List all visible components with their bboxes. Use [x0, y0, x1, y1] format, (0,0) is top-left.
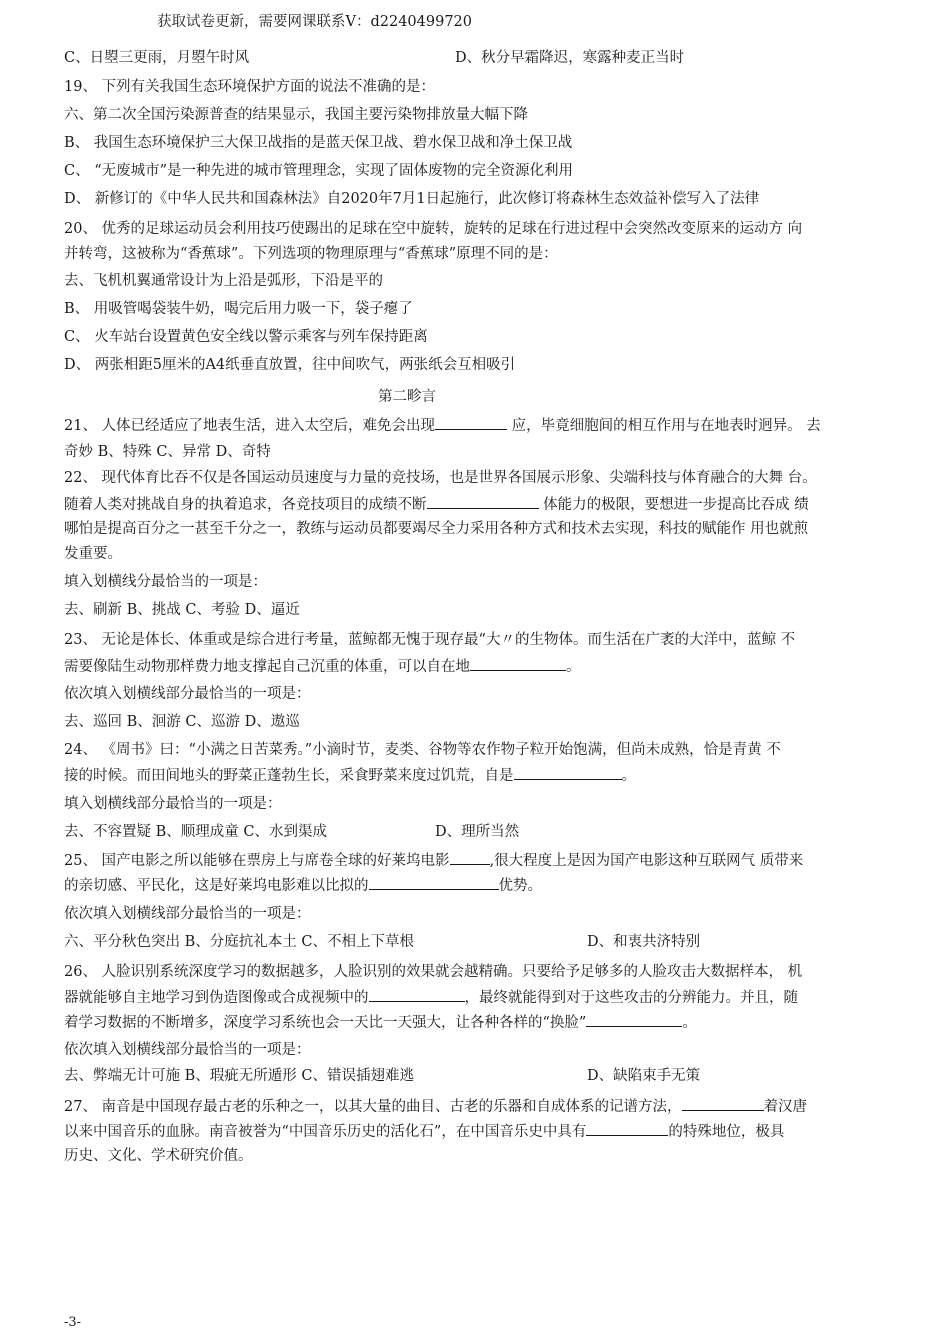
q25-option-d: D、和衷共济特别	[587, 934, 701, 950]
q27-text-after-blank2: 的特殊地位，极具	[668, 1124, 785, 1140]
section-title: 第二畛言	[378, 389, 436, 405]
q26-stem-line2	[64, 987, 798, 1008]
q26-options-abc: 去、弊端无计可施 B、瑕疵无所遁形 C、错误插翅难逃	[64, 1068, 414, 1084]
q25-text-before-blank1: 25、 国产电影之所以能够在票房上与席卷全球的好莱坞电影	[64, 853, 450, 869]
q26-text-after-blank2: 。	[682, 1015, 697, 1031]
q26-answer-blank-2	[586, 1012, 682, 1027]
q27-answer-blank-2	[586, 1121, 668, 1136]
q24-text-before-blank: 接的时候。而田间地头的野菜正蓬勃生长，采食野菜来度过饥荒，自是	[64, 768, 514, 784]
q25-options-abc: 六、平分秋色突出 B、分庭抗礼本土 C、不相上下草根	[64, 934, 414, 950]
q27-stem-line2	[64, 1121, 784, 1142]
q20-stem-line1: 20、 优秀的足球运动员会利用技巧使踢出的足球在空中旋转，旋转的足球在行进过程中会突然改变原来的运动方 向	[64, 221, 803, 237]
q27-answer-blank-1	[682, 1096, 764, 1111]
q23-stem-line1: 23、 无论是体长、体重或是综合进行考量，蓝鲸都无愧于现存最“大〃的生物体。而生活在广袤的大洋中，蓝鲸 不	[64, 632, 796, 648]
q25-stem-line1	[64, 850, 803, 871]
q26-answer-blank-1	[369, 987, 465, 1002]
q22-stem-line3: 哪怕是提高百分之一甚至千分之一，教练与运动员都要竭尽全力采用各种方式和技术去实现，科技的赋能作 用也就煎	[64, 521, 809, 537]
q26-text-after-blank1: ，最终就能得到对于这些攻击的分辨能力。并且，随	[464, 990, 798, 1006]
q20-stem-line2: 并转弯，这被称为“香蕉球”。下列选项的物理原理与“香蕉球”原理不同的是：	[64, 246, 558, 262]
q21-answer-blank	[435, 415, 507, 430]
q26-prompt: 依次填入划横线部分最恰当的一项是：	[64, 1042, 311, 1058]
q27-stem-line3: 历史、文化、学术研究价值。	[64, 1148, 253, 1164]
q25-prompt: 依次填入划横线部分最恰当的一项是：	[64, 906, 311, 922]
q19-option-c: C、 “无废城市”是一种先进的城市管理理念，实现了固体废物的完全资源化利用	[64, 163, 574, 179]
q23-prompt: 依次填入划横线部分最恰当的一项是：	[64, 686, 311, 702]
page-header: 获取试卷更新，需要网课联系V：d2240499720	[157, 14, 473, 30]
q26-text-before-blank1: 器就能够自主地学习到伪造图像或合成视频中的	[64, 990, 369, 1006]
q22-answer-blank	[427, 494, 539, 509]
q24-stem-line2	[64, 765, 636, 786]
q22-stem-line1: 22、 现代体育比吞不仅是各国运动员速度与力量的竞技场，也是世界各国展示形象、尖端科技与体育融合的大舞 台。	[64, 470, 817, 486]
q24-answer-blank	[514, 765, 622, 780]
page-number: -3-	[64, 1315, 82, 1330]
q22-options: 去、刷新 B、挑战 C、考验 D、逼近	[64, 602, 300, 618]
q24-text-after-blank: 。	[621, 768, 636, 784]
q24-option-d: D、理所当然	[435, 824, 520, 840]
q22-prompt: 填入划横线分最恰当的一项是：	[64, 574, 267, 590]
q24-stem-line1: 24、 《周书》曰：“小满之日苦菜秀。”小滴时节，麦类、谷物等农作物子粒开始饱满，但尚未成熟，恰是青黄 不	[64, 742, 781, 758]
q22-stem-line4: 发重要。	[64, 546, 122, 562]
q27-text-before-blank2: 以来中国音乐的血脉。南音被誉为“中国音乐历史的活化石”，在中国音乐史中具有	[64, 1124, 587, 1140]
q27-text-before-blank1: 27、 南音是中国现存最古老的乐种之一，以其大量的曲目、古老的乐器和自成体系的记谱方法，	[64, 1099, 682, 1115]
q23-text-before-blank: 需要像陆生动物那样费力地支撑起自己沉重的体重，可以自在地	[64, 659, 470, 675]
q23-options: 去、巡回 B、洄游 C、巡游 D、遨巡	[64, 714, 300, 730]
q26-stem-line3	[64, 1012, 697, 1033]
q18-option-c: C、日曌三更雨，月曌午时风	[64, 50, 250, 66]
q19-option-a: 六、第二次全国污染源普查的结果显示，我国主要污染物排放量大幅下降	[64, 107, 528, 123]
q21-options: 奇妙 B、特殊 C、异常 D、奇特	[64, 444, 271, 460]
q24-prompt: 填入划横线部分最恰当的一项是：	[64, 796, 282, 812]
q21-text-after-blank: 应，毕竟细胞间的相互作用与在地表时迥异。 去	[507, 418, 821, 434]
q23-answer-blank	[470, 656, 566, 671]
q26-option-d: D、缺陷束手无策	[587, 1068, 701, 1084]
q24-options-abc: 去、不容置疑 B、顺理成童 C、水到渠成	[64, 824, 327, 840]
q22-text-after-blank: 体能力的极限，要想进一步提高比吞成 绩	[538, 497, 809, 513]
q23-text-after-blank: 。	[566, 659, 581, 675]
q22-stem-line2	[64, 494, 809, 515]
q20-option-a: 去、飞机机翼通常设计为上沿是弧形，下沿是平的	[64, 273, 383, 289]
q25-stem-line2	[64, 875, 542, 896]
q22-text-before-blank: 随着人类对挑战自身的执着追求，各竞技项目的成绩不断	[64, 497, 427, 513]
q19-stem: 19、 下列有关我国生态环境保护方面的说法不准确的是：	[64, 79, 436, 95]
q27-text-after-blank1: 着汉唐	[763, 1099, 808, 1115]
q25-answer-blank-2	[369, 875, 499, 890]
q19-option-b: B、 我国生态环境保护三大保卫战指的是蓝天保卫战、碧水保卫战和净土保卫战	[64, 135, 573, 151]
q23-stem-line2	[64, 656, 581, 677]
q20-option-c: C、 火车站台设置黄色安全线以警示乘客与列车保持距离	[64, 329, 428, 345]
q20-option-d: D、 两张相距5厘米的A4纸垂直放置，往中间吹气，两张纸会互相吸引	[64, 357, 516, 373]
q27-stem-line1	[64, 1096, 807, 1117]
q25-text-after-blank1: ,很大程度上是因为国产电影这种互联网气 质带来	[489, 853, 804, 869]
q25-answer-blank-1	[450, 850, 490, 865]
q19-option-d: D、 新修订的《中华人民共和国森林法》自2020年7月1日起施行，此次修订将森林生态效益补偿写入了法律	[64, 191, 760, 207]
q21-text-before-blank: 21、 人体已经适应了地表生活，进入太空后，难免会出现	[64, 418, 436, 434]
q20-option-b: B、 用吸管喝袋装牛奶，喝完后用力吸一下，袋子瘪了	[64, 301, 413, 317]
q21-stem-line1	[64, 415, 821, 436]
q26-text-before-blank2: 着学习数据的不断增多，深度学习系统也会一天比一天强大，让各种各样的“换脸”	[64, 1015, 587, 1031]
q25-text-before-blank2: 的亲切感、平民化，这是好莱坞电影难以比拟的	[64, 878, 369, 894]
q26-stem-line1: 26、 人脸识别系统深度学习的数据越多，人脸识别的效果就会越精确。只要给予足够多的人脸攻击大数据样本， 机	[64, 964, 803, 980]
q25-text-after-blank2: 优势。	[498, 878, 542, 894]
q18-option-d: D、秋分早霜降迟，寒露种麦正当时	[455, 50, 685, 66]
